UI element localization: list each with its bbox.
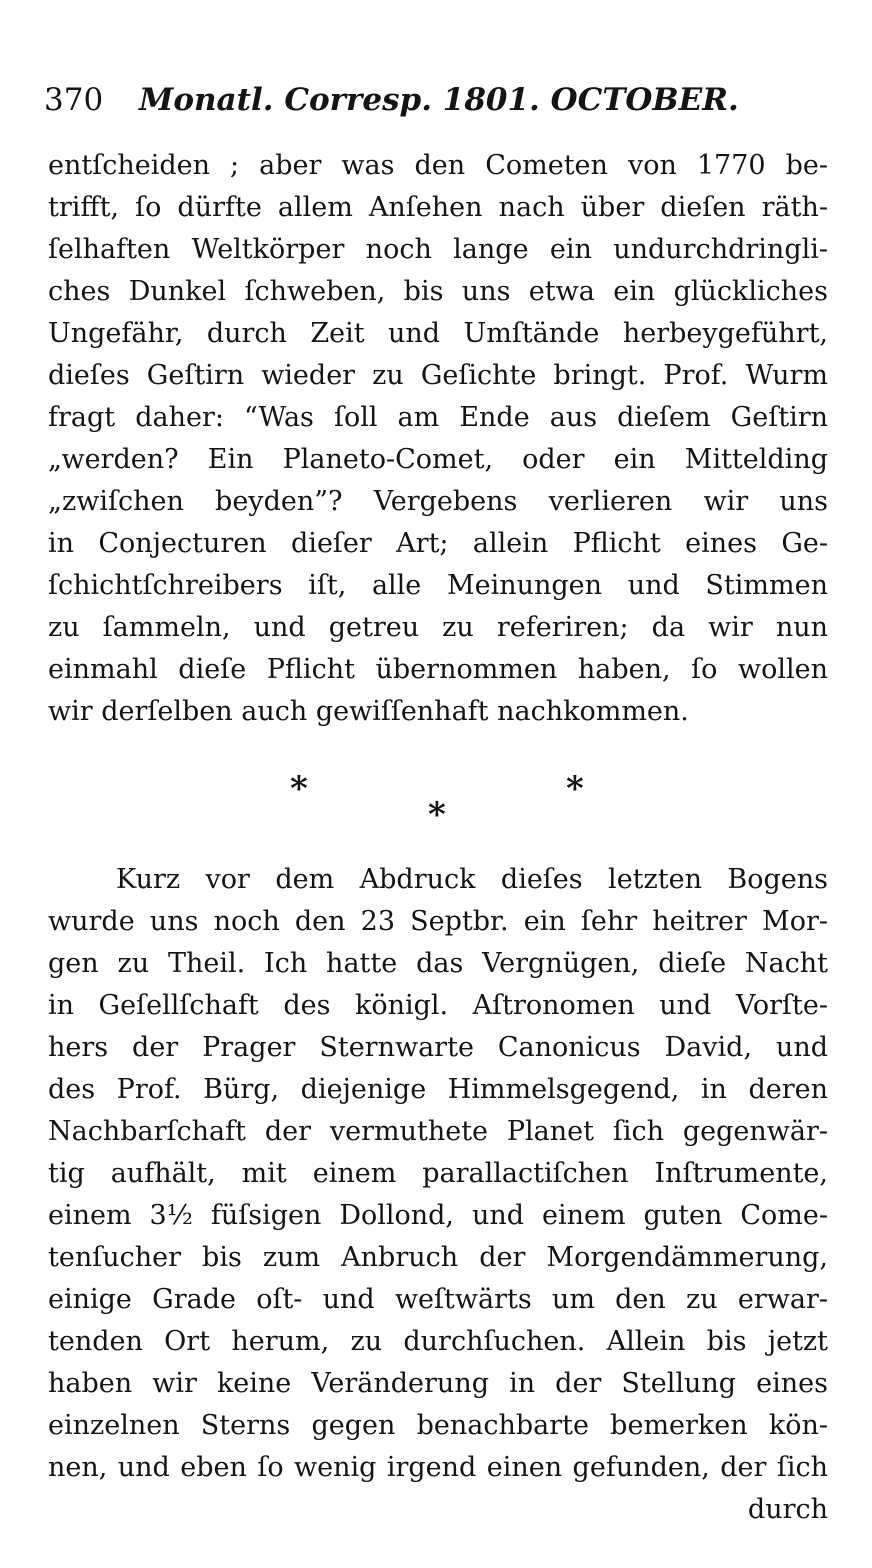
asterisk-center: *	[428, 795, 446, 835]
text-line: einmahl dieſe Pflicht übernommen haben, ſo wollen	[48, 654, 828, 685]
text-line: entſcheiden ; aber was den Cometen von 1770 be-	[48, 150, 828, 181]
text-line: „zwiſchen beyden”? Vergebens verlieren wir uns	[48, 486, 828, 517]
text-line: tenſucher bis zum Anbruch der Morgendämmerung,	[48, 1242, 828, 1273]
text-line: zu ſammeln, und getreu zu referiren; da wir nun	[48, 612, 828, 643]
catchword: durch	[747, 1494, 828, 1525]
text-line: des Prof. Bürg, diejenige Himmelsgegend, in deren	[48, 1074, 828, 1105]
text-line: einem 3½ füſsigen Dollond, und einem guten Come-	[48, 1200, 828, 1231]
text-line: tig aufhält, mit einem parallactiſchen Inſtrumente,	[48, 1158, 828, 1189]
text-line: in Conjecturen dieſer Art; allein Pflicht eines Ge-	[48, 528, 828, 559]
text-line: trifft, ſo dürfte allem Anſehen nach über dieſen räth-	[48, 192, 828, 223]
text-line: Ungefähr, durch Zeit und Umſtände herbeygeführt,	[48, 318, 828, 349]
text-line: nen, und eben ſo wenig irgend einen gefunden, der ſich	[48, 1452, 828, 1483]
text-line: hers der Prager Sternwarte Canonicus David, und	[48, 1032, 828, 1063]
text-line: haben wir keine Veränderung in der Stellung eines	[48, 1368, 828, 1399]
asterisk-left: *	[290, 769, 308, 809]
page-number: 370	[44, 82, 104, 118]
text-line: Nachbarſchaft der vermuthete Planet ſich gegenwär-	[48, 1116, 828, 1147]
asterisk-right: *	[566, 769, 584, 809]
text-line: ſchichtſchreibers iſt, alle Meinungen und Stimmen	[48, 570, 828, 601]
text-line: in Geſellſchaft des königl. Aſtronomen und Vorſte-	[48, 990, 828, 1021]
text-line: tenden Ort herum, zu durchſuchen. Allein bis jetzt	[48, 1326, 828, 1357]
text-line: dieſes Geſtirn wieder zu Geſichte bringt. Prof. Wurm	[48, 360, 828, 391]
text-line: ſelhaften Weltkörper noch lange ein undurchdringli-	[48, 234, 828, 265]
text-line: Kurz vor dem Abdruck dieſes letzten Bogens	[116, 864, 828, 895]
running-title: Monatl. Corresp. 1801. OCTOBER.	[139, 82, 739, 118]
text-line: ches Dunkel ſchweben, bis uns etwa ein glückliches	[48, 276, 828, 307]
page-header	[44, 78, 739, 122]
text-line: gen zu Theil. Ich hatte das Vergnügen, dieſe Nacht	[48, 948, 828, 979]
text-line: wir derſelben auch gewiſſenhaft nachkommen.	[48, 696, 689, 727]
text-line: wurde uns noch den 23 Septbr. ein ſehr heitrer Mor-	[48, 906, 828, 937]
text-line: einige Grade oſt- und weſtwärts um den zu erwar-	[48, 1284, 828, 1315]
text-line: „werden? Ein Planeto-Comet, oder ein Mittelding	[48, 444, 828, 475]
text-line: einzelnen Sterns gegen benachbarte bemerken kön-	[48, 1410, 828, 1441]
text-line: fragt daher: “Was ſoll am Ende aus dieſem Geſtirn	[48, 402, 828, 433]
